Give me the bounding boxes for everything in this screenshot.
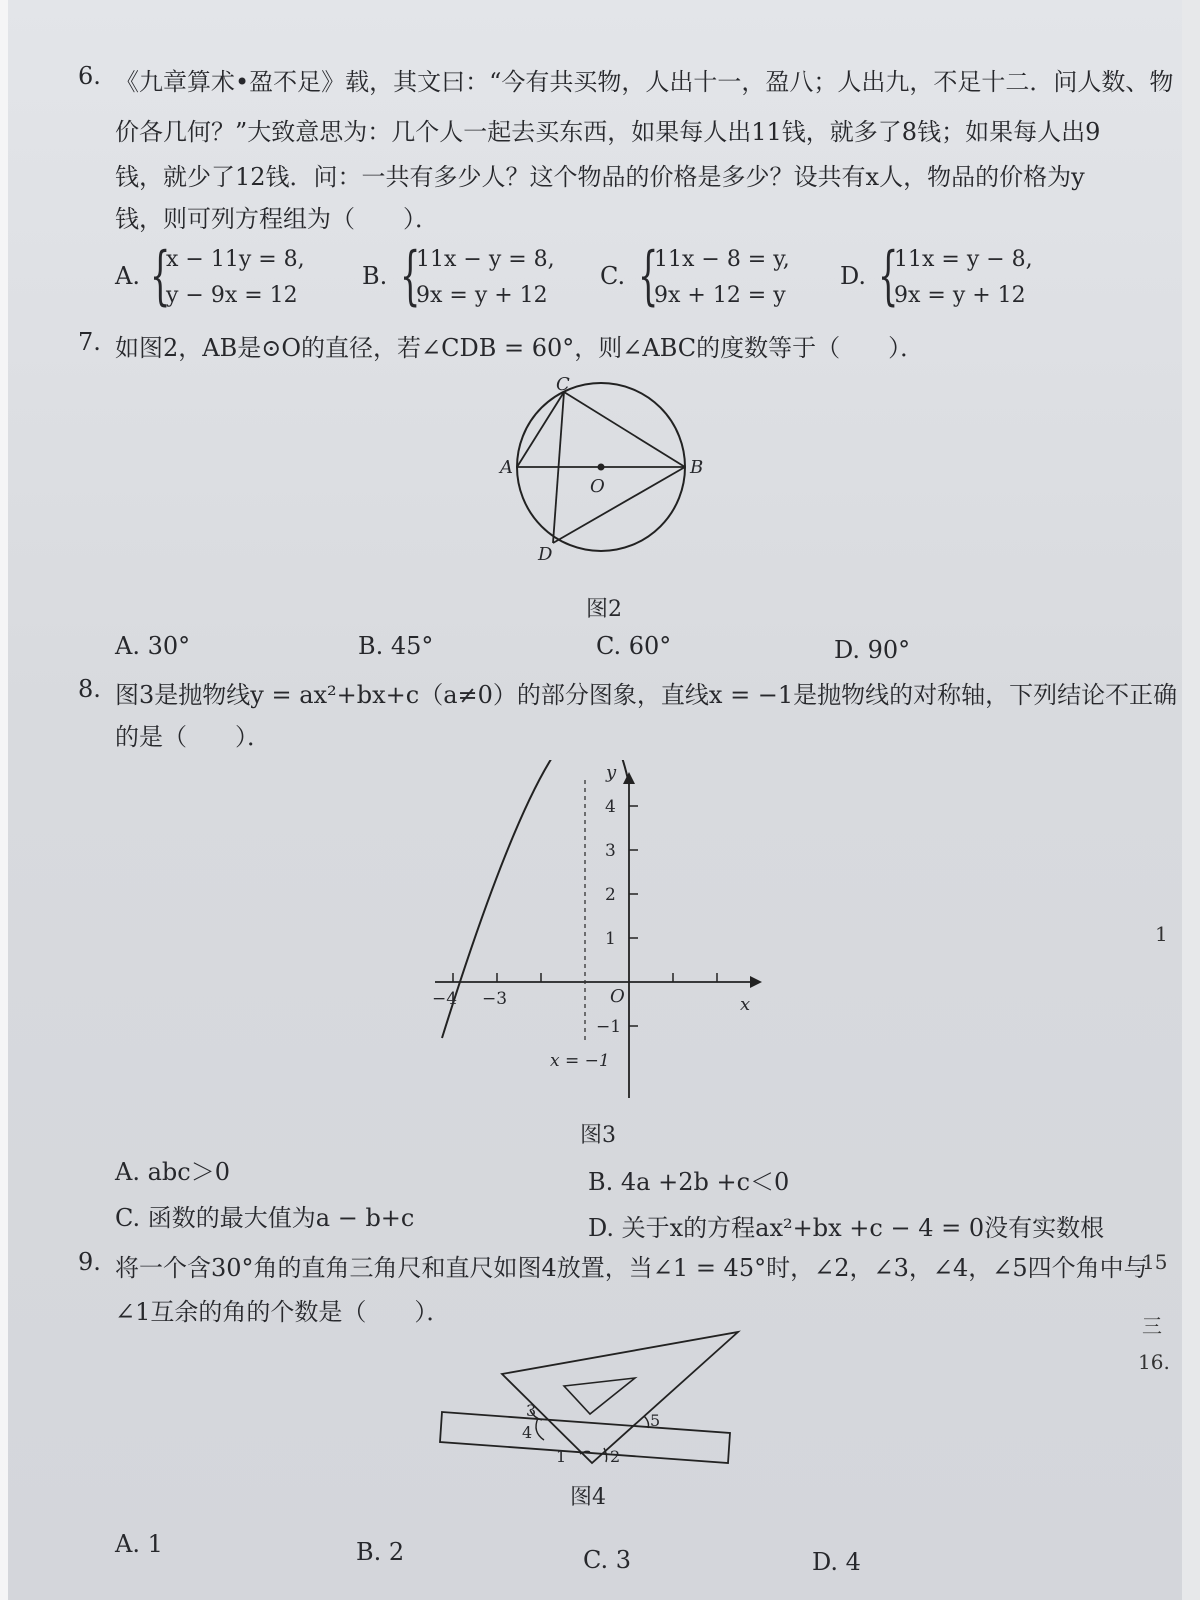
q7-option-a: A. 30°: [115, 632, 191, 660]
angle-label-5: 5: [650, 1411, 661, 1430]
q6-line-2: 价各几何？”大致意思为：几个人一起去买东西，如果每人出11钱，就多了8钱；如果每人出9: [115, 118, 1101, 146]
q6-line-4: 钱，则可列方程组为（ ）．: [115, 205, 439, 233]
q7-number: 7.: [78, 328, 101, 356]
parabola-curve: [442, 760, 629, 1038]
center-point: [598, 464, 605, 471]
segment-db: [553, 467, 685, 543]
x-tick-label-minus3: −3: [482, 989, 508, 1009]
q6-option-d-eq1: 11x = y − 8,: [894, 247, 1033, 272]
paper-right-edge: [1182, 0, 1200, 1600]
x-tick-label-minus4: −4: [432, 989, 458, 1009]
angle-label-1: 1: [556, 1447, 567, 1466]
figure-4-caption: 图4: [570, 1485, 606, 1510]
margin-fragment-16: 16.: [1138, 1350, 1170, 1374]
x-axis-arrow: [750, 976, 762, 988]
q8-number: 8.: [78, 675, 101, 703]
triangle-ruler-inner: [564, 1378, 635, 1414]
q9-option-a: A. 1: [115, 1530, 163, 1558]
q9-option-c: C. 3: [583, 1546, 632, 1574]
q9-number: 9.: [78, 1248, 101, 1276]
label-c: C: [556, 374, 570, 395]
q6-option-c-system: { 11x − 8 = y, 9x + 12 = y: [638, 239, 790, 313]
y-tick-label-minus1: −1: [596, 1017, 622, 1037]
margin-fragment-15: 15: [1142, 1250, 1168, 1274]
label-a: A: [500, 457, 513, 478]
q9-line-2: ∠1互余的角的个数是（ ）．: [115, 1298, 451, 1326]
q7-text: 如图2，AB是⊙O的直径，若∠CDB = 60°，则∠ABC的度数等于（ ）．: [115, 334, 925, 362]
x-axis-label: x: [740, 994, 751, 1015]
q8-option-b: B. 4a +2b +c＜0: [588, 1168, 790, 1196]
margin-fragment-1: 1: [1155, 922, 1168, 946]
q6-option-a-eq1: x − 11y = 8,: [166, 247, 305, 272]
q7-option-b: B. 45°: [358, 632, 434, 660]
origin-label: O: [610, 986, 625, 1007]
q6-option-c-eq1: 11x − 8 = y,: [654, 247, 790, 272]
y-tick-label-3: 3: [605, 841, 616, 861]
q6-option-b-eq2: 9x = y + 12: [416, 283, 548, 308]
q8-line-2: 的是（ ）．: [115, 723, 271, 751]
q8-line-1: 图3是抛物线y = ax²+bx+c（a≠0）的部分图象，直线x = −1是抛物线的对称轴，下列结论不正确: [115, 681, 1178, 709]
q7-option-d: D. 90°: [834, 636, 911, 664]
q6-option-b-eq1: 11x − y = 8,: [416, 247, 555, 272]
paper-left-edge: [0, 0, 8, 1600]
angle-label-3: 3: [526, 1401, 537, 1420]
angle-label-2: 2: [610, 1447, 621, 1466]
q6-option-c-label: C.: [600, 262, 626, 290]
q7-option-c: C. 60°: [596, 632, 672, 660]
q6-option-a-eq2: y − 9x = 12: [166, 283, 298, 308]
figure-2-caption: 图2: [586, 597, 622, 622]
q6-option-a-system: { x − 11y = 8, y − 9x = 12: [150, 239, 305, 313]
figure-4-triangle-ruler: [430, 1320, 760, 1480]
angle-4-arc: [536, 1418, 544, 1440]
y-axis-label: y: [606, 762, 617, 783]
y-tick-label-4: 4: [605, 797, 616, 817]
q6-option-a-label: A.: [115, 262, 140, 290]
q9-option-b: B. 2: [356, 1538, 405, 1566]
q9-line-1: 将一个含30°角的直角三角尺和直尺如图4放置，当∠1 = 45°时，∠2，∠3，∠4，∠5四个角中与: [115, 1254, 1148, 1282]
q8-option-a: A. abc＞0: [115, 1158, 230, 1186]
margin-fragment-san: 三: [1142, 1314, 1162, 1338]
q6-option-d-eq2: 9x = y + 12: [894, 283, 1026, 308]
q6-option-c-eq2: 9x + 12 = y: [654, 283, 786, 308]
q6-option-d-system: { 11x = y − 8, 9x = y + 12: [878, 239, 1033, 313]
angle-label-4: 4: [522, 1423, 533, 1442]
segment-cb: [564, 392, 685, 467]
q6-option-d-label: D.: [840, 262, 867, 290]
y-tick-label-2: 2: [605, 885, 616, 905]
q6-line-3: 钱，就少了12钱．问：一共有多少人？这个物品的价格是多少？设共有x人，物品的价格为y: [115, 163, 1085, 191]
segment-ca: [517, 392, 564, 467]
q9-option-d: D. 4: [812, 1548, 861, 1576]
label-d: D: [538, 544, 553, 565]
q6-option-b-label: B.: [362, 262, 388, 290]
q6-option-b-system: { 11x − y = 8, 9x = y + 12: [400, 239, 555, 313]
figure-2-circle-diagram: [490, 370, 720, 570]
triangle-ruler-outer: [502, 1332, 738, 1463]
q6-number: 6.: [78, 62, 101, 90]
label-o: O: [590, 476, 605, 497]
q6-line-1: 《九章算术•盈不足》载，其文曰：“今有共买物，人出十一，盈八；人出九，不足十二．问人数、物: [115, 68, 1174, 96]
figure-3-parabola-graph: [420, 760, 770, 1110]
label-b: B: [690, 457, 704, 478]
q8-option-d: D. 关于x的方程ax²+bx +c − 4 = 0没有实数根: [588, 1214, 1105, 1242]
symmetry-axis-label: x = −1: [550, 1051, 610, 1071]
y-tick-label-1: 1: [605, 929, 616, 949]
figure-3-caption: 图3: [580, 1123, 616, 1148]
q8-option-c: C. 函数的最大值为a − b+c: [115, 1204, 415, 1232]
